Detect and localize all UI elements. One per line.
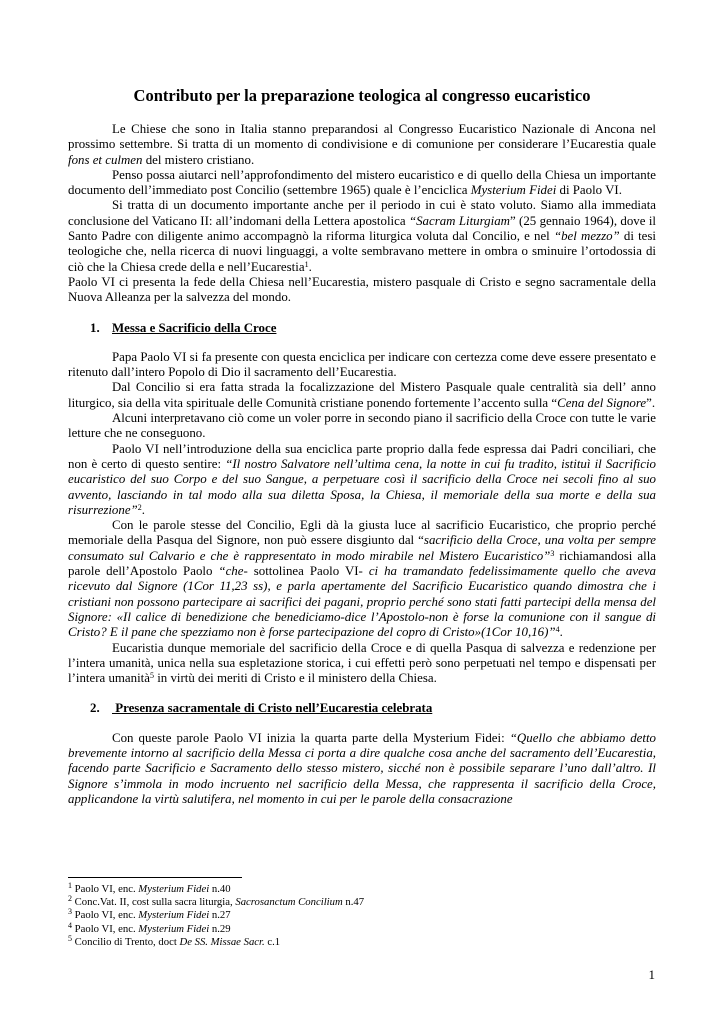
section2-paragraph-1: Con queste parole Paolo VI inizia la quarta parte della Mysterium Fidei: “Quello che abbiamo detto brevemente intorno al sacrificio della Messa ci porta a dire qualche cosa anche del sacramento dell’Eucarestia, facendo parte Sacrificio e Sacramento dello stesso mistero, sicché non è possibile separare l’uno dall’altro. Il Signore s’immola in modo incruento nel sacrificio della Messa, che rappresenta il sacrificio della Croce, applicandone la virtù salutifera, nel momento in cui per le parole della consacrazione (68, 730, 656, 806)
footnote-ref-5[interactable]: 5 (149, 671, 154, 681)
intro-paragraph-3: Si tratta di un documento importante anche per il periodo in cui è stato voluto. Siamo alla immediata conclusione del Vaticano II: all’indomani della Lettera apostolica “Sacram Liturgiam” (25 gennaio 1964), dove il Santo Padre con diligente animo accompagnò la riforma liturgica voluta dal Concilio, e nel “bel mezzo” di tesi teologiche che, nella ricerca di nuovi linguaggi, a volte sembravano mettere in ombra o sminuire l’ortodossia di ciò che la Chiesa crede della e nell’Eucarestia$^1$. (68, 198, 656, 274)
section1-paragraph-2: Dal Concilio si era fatta strada la focalizzazione del Mistero Pasquale quale centralità sia dell’ anno liturgico, sia della vita spirituale delle Comunità cristiane ponendo fortemente l’accento sulla “Cena del Signore”. (68, 380, 656, 410)
section1-paragraph-5: Con le parole stesse del Concilio, Egli dà la giusta luce al sacrificio Eucaristico, che proprio perché memoriale della Pasqua del Signore, non può essere disgiunto dal “sacrificio della Croce, una volta per sempre consumato sul Calvario e che è rappresentato in modo mirabile nel Mistero Eucaristico”$^3$ richiamandosi alla parole dell’Apostolo Paolo “che- sottolinea Paolo VI- ci ha tramandato fedelissimamente quello che aveva ricevuto dal Signore (1Cor 11,23 ss), e parla apertamente del Sacrificio Eucaristico quando dimostra che i cristiani non possono partecipare ai sacrifici dei pagani, proprio perché sono stati fatti partecipi della mensa del Signore: «Il calice di benedizione che benediciamo-dice l’Apostolo-non è forse la comunione con il sangue di Cristo? E il pane che spezziamo non è forse partecipazione del copro di Cristo»(1Cor 10,16)”$^4$. (68, 518, 656, 640)
intro-paragraph-4: Paolo VI ci presenta la fede della Chiesa nell’Eucarestia, mistero pasquale di Cristo e segno sacramentale della Nuova Alleanza per la salvezza del mondo. (68, 274, 656, 305)
section-heading-2: 2. Presenza sacramentale di Cristo nell’Eucarestia celebrata (90, 701, 433, 716)
section1-paragraph-6: Eucaristia dunque memoriale del sacrificio della Croce e di quella Pasqua di salvezza e redenzione per l’intera umanità, unica nella sua espletazione storica, i cui effetti però sono perpetuati nel tempo e dispensati per l’intera umanità$^5$ in virtù dei meriti di Cristo e il ministero della Chiesa. (68, 640, 656, 686)
footnote-ref-3[interactable]: 3 (550, 548, 555, 558)
section1-paragraph-3: Alcuni interpretavano ciò come un voler porre in secondo piano il sacrificio della Croce con tutte le varie letture che ne conseguono. (68, 411, 656, 441)
intro-paragraph-1: Le Chiese che sono in Italia stanno preparandosi al Congresso Eucaristico Nazionale di Ancona nel prossimo settembre. Si tratta di un momento di condivisione e di comunione per considerare l’Eucarestia quale fons et culmen del mistero cristiano. (68, 122, 656, 167)
footnotes (68, 877, 656, 949)
footnote-3: $^3$ Paolo VI, enc. Mysterium Fidei n.27 (68, 907, 231, 922)
document-title: Contributo per la preparazione teologica al congresso eucaristico (133, 86, 591, 105)
footnote-5: $^5$ Concilio di Trento, doct De SS. Missae Sacr. c.1 (68, 933, 281, 948)
footnote-4: $^4$ Paolo VI, enc. Mysterium Fidei n.29 (68, 920, 231, 935)
footnote-separator (68, 877, 242, 878)
intro-paragraph-2: Penso possa aiutarci nell’approfondimento del mistero eucaristico e di quello della Chiesa un importante documento dell’immediato post Concilio (settembre 1965) quale è l’enciclica Mysterium Fidei di Paolo VI. (68, 167, 656, 198)
page-number: 1 (648, 967, 655, 982)
footnote-2: $^2$ Conc.Vat. II, cost sulla sacra liturgia, Sacrosanctum Concilium n.47 (68, 894, 365, 909)
footnote-1: $^1$ Paolo VI, enc. Mysterium Fidei n.40 (68, 881, 231, 895)
document-body (68, 86, 656, 807)
section-heading-1: 1. Messa e Sacrificio della Croce (90, 320, 277, 335)
footnote-ref-2[interactable]: 2 (137, 502, 142, 512)
section1-paragraph-1: Papa Paolo VI si fa presente con questa enciclica per indicare con certezza come deve essere presentato e ritenuto dall’intero Popolo di Dio il sacramento dell’Eucarestia. (68, 349, 656, 380)
section1-paragraph-4: Paolo VI nell’introduzione della sua enciclica parte proprio dalla fede espressa dai Padri conciliari, che non è certo di questo sentire: “Il nostro Salvatore nell’ultima cena, la notte in cui fu tradito, istituì il Sacrificio eucaristico del suo Corpo e del suo Sangue, a perpetuare così il sacrificio della Croce nei secoli fino al suo avvento, lasciando in tal modo alla sua diletta Sposa, la Chiesa, il memoriale della sua morte e della sua risurrezione”$^2$. (68, 441, 656, 517)
footnote-ref-4[interactable]: 4 (555, 625, 560, 635)
footnote-ref-1[interactable]: 1 (304, 259, 309, 269)
